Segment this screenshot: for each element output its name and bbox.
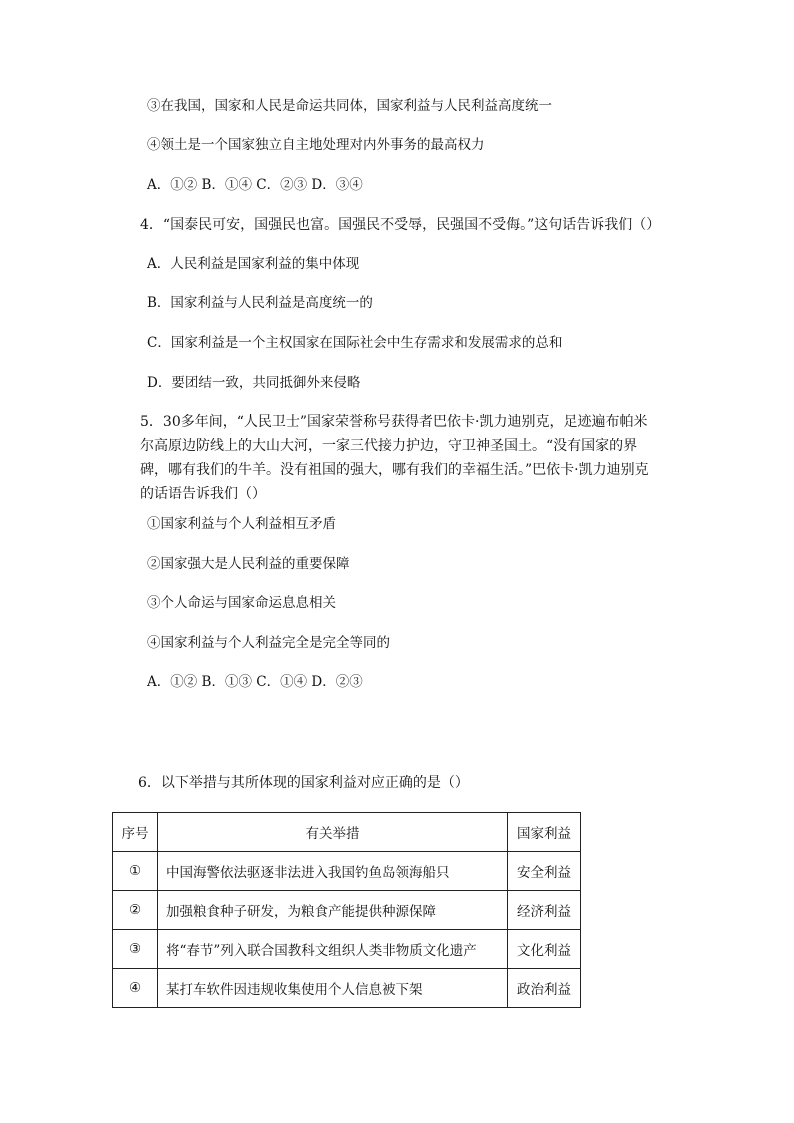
- row-serial: ①: [113, 852, 158, 891]
- q5-choices: A．①② B．①③ C．①④ D．②③: [147, 674, 363, 690]
- q5-option-3: ③个人命运与国家命运息息相关: [147, 595, 336, 611]
- q6-stem: 6．以下举措与其所体现的国家利益对应正确的是（）: [138, 775, 469, 791]
- row-serial: ③: [113, 930, 158, 969]
- header-interest: 国家利益: [508, 813, 581, 852]
- header-serial: 序号: [113, 813, 158, 852]
- q4-stem: 4．“国泰民可安，国强民也富。国强民不受辱，民强国不受侮。”这句话告诉我们（）: [140, 217, 661, 233]
- q4-choice-d: D．要团结一致，共同抵御外来侵略: [147, 375, 361, 391]
- q3-option-4: ④领土是一个国家独立自主地处理对内外事务的最高权力: [147, 137, 485, 153]
- header-measure: 有关举措: [158, 813, 508, 852]
- q5-option-1: ①国家利益与个人利益相互矛盾: [147, 516, 336, 532]
- row-serial: ②: [113, 891, 158, 930]
- row-measure: 某打车软件因违规收集使用个人信息被下架: [158, 969, 508, 1008]
- q3-choices: A．①② B．①④ C．②③ D．③④: [147, 177, 363, 193]
- row-serial: ④: [113, 969, 158, 1008]
- table-row: [113, 969, 581, 1008]
- measures-table: [112, 812, 581, 1008]
- row-interest: 文化利益: [508, 930, 581, 969]
- q4-choice-c: C．国家利益是一个主权国家在国际社会中生存需求和发展需求的总和: [147, 335, 563, 351]
- q3-option-3: ③在我国，国家和人民是命运共同体，国家利益与人民利益高度统一: [147, 98, 552, 114]
- row-measure: 将“春节”列入联合国教科文组织人类非物质文化遗产: [158, 930, 508, 969]
- q4-choice-b: B．国家利益与人民利益是高度统一的: [147, 295, 373, 311]
- row-interest: 政治利益: [508, 969, 581, 1008]
- row-measure: 加强粮食种子研发，为粮食产能提供种源保障: [158, 891, 508, 930]
- q5-option-4: ④国家利益与个人利益完全是完全等同的: [147, 635, 390, 651]
- q5-option-2: ②国家强大是人民利益的重要保障: [147, 556, 350, 572]
- table-row: [113, 852, 581, 891]
- q5-stem: 5．30多年间，“人民卫士”国家荣誉称号获得者巴依卡·凯力迪别克，足迹遍布帕米尔高原边防线上的大山大河，一家三代接力护边，守卫神圣国土。“没有国家的界碑，哪有我们的牛羊。没有祖国的强大，哪有我们的幸福生活。”巴依卡·凯力迪别克的话语告诉我们（）: [140, 414, 649, 502]
- table-row: [113, 891, 581, 930]
- row-interest: 安全利益: [508, 852, 581, 891]
- table-header-row: [113, 813, 581, 852]
- table-row: [113, 930, 581, 969]
- q4-choice-a: A．人民利益是国家利益的集中体现: [147, 256, 360, 272]
- row-interest: 经济利益: [508, 891, 581, 930]
- row-measure: 中国海警依法驱逐非法进入我国钓鱼岛领海船只: [158, 852, 508, 891]
